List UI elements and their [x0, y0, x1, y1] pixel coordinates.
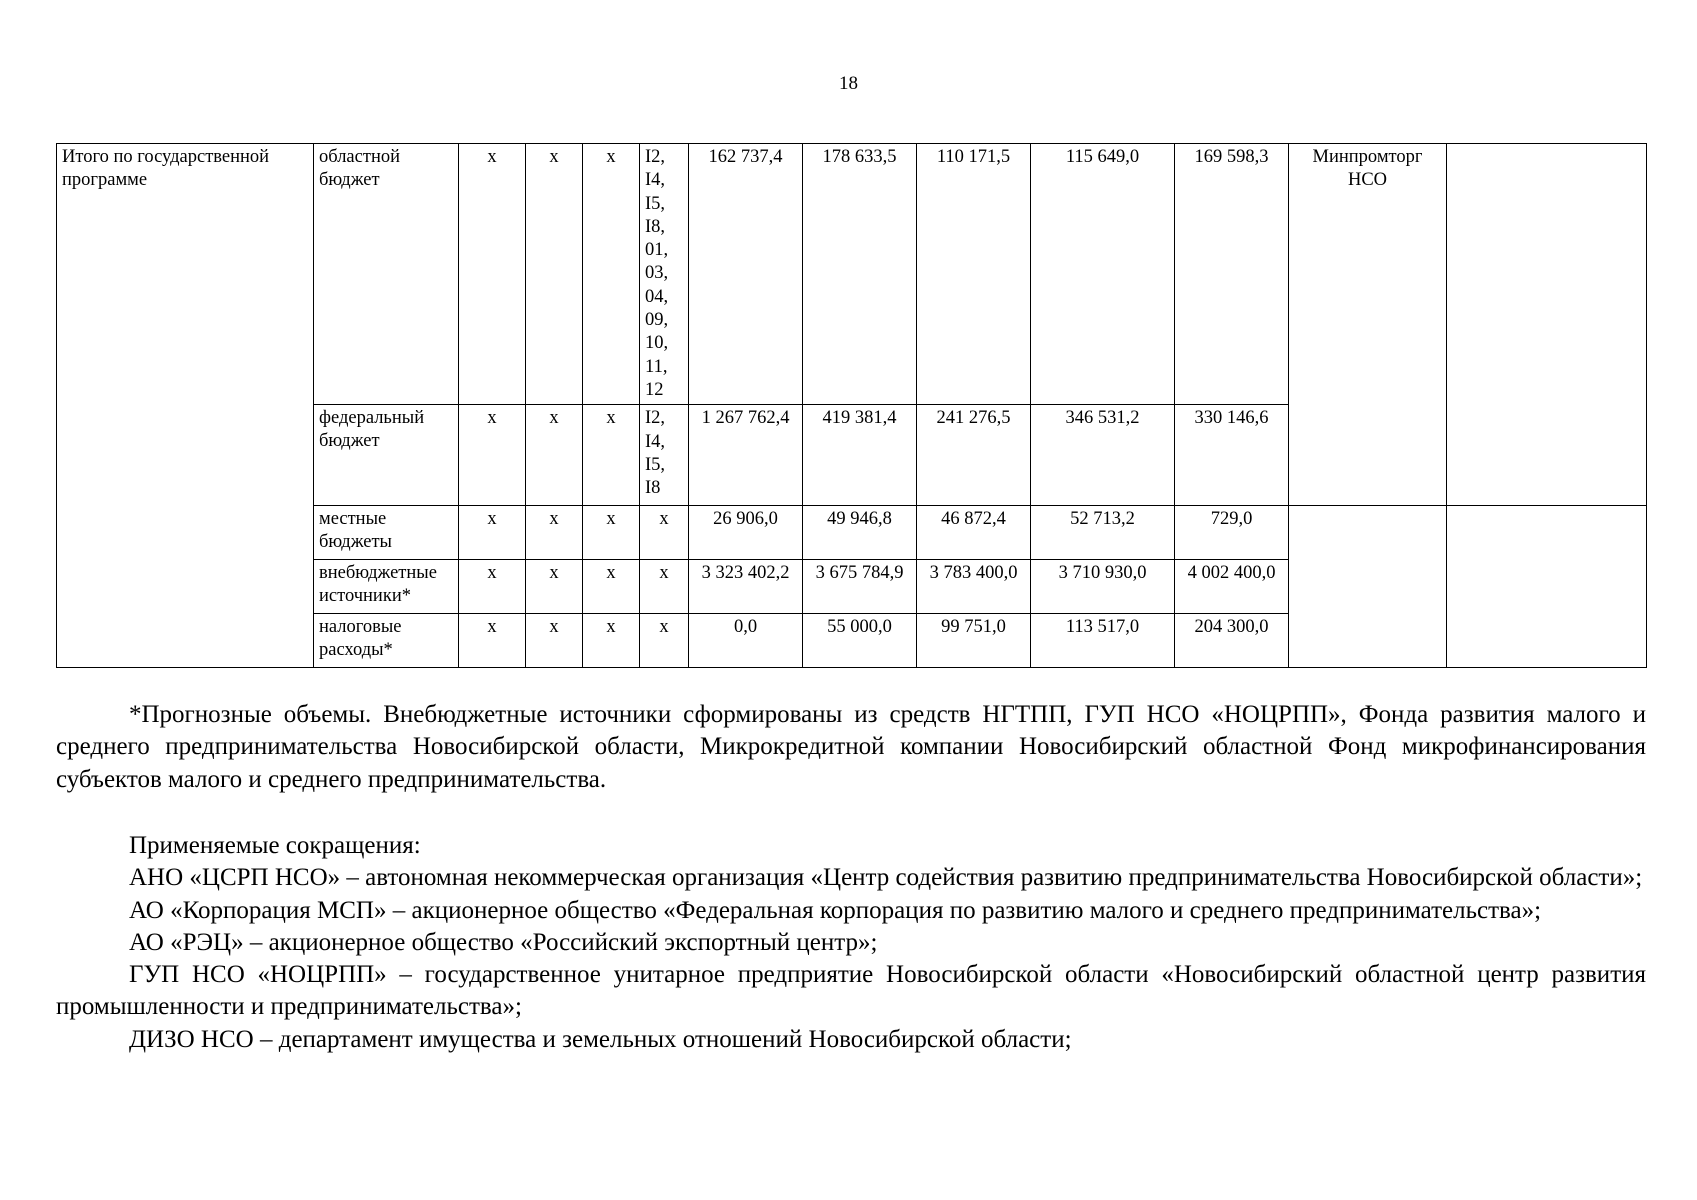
abbreviation-item: ГУП НСО «НОЦРПП» – государственное унитарное предприятие Новосибирской области «Новосибирский областной центр развития промышленности и предпринимательства»; — [56, 961, 1646, 1021]
value-cell: 204 300,0 — [1175, 614, 1289, 668]
empty-cell — [1447, 506, 1647, 668]
code: I4, — [645, 431, 666, 452]
code: I2, — [645, 147, 666, 167]
codes-cell: x — [640, 614, 689, 668]
funding-source: федеральный бюджет — [314, 405, 459, 506]
funding-source: областной бюджет — [314, 144, 459, 405]
value-cell: 346 531,2 — [1031, 405, 1175, 506]
value-cell: 178 633,5 — [803, 144, 917, 405]
value-cell: 1 267 762,4 — [689, 405, 803, 506]
mark-cell: x — [459, 560, 526, 614]
code: I5, — [645, 454, 666, 475]
value-cell: 3 323 402,2 — [689, 560, 803, 614]
value-cell: 26 906,0 — [689, 506, 803, 560]
mark-cell: x — [459, 614, 526, 668]
abbreviations-heading: Применяемые сокращения: — [129, 832, 421, 859]
code: 01, — [645, 240, 669, 261]
code: 10, — [645, 333, 669, 354]
abbreviation-item: АО «Корпорация МСП» – акционерное общество «Федеральная корпорация по развитию малого и среднего предпринимательства»; — [129, 896, 1542, 924]
value-cell: 110 171,5 — [917, 144, 1031, 405]
value-cell: 0,0 — [689, 614, 803, 668]
mark-cell: x — [526, 614, 583, 668]
value-cell: 3 710 930,0 — [1031, 560, 1175, 614]
mark-cell: x — [526, 506, 583, 560]
value-cell: 113 517,0 — [1031, 614, 1175, 668]
mark-cell: x — [583, 614, 640, 668]
funding-source: внебюджетные источники* — [314, 560, 459, 614]
abbreviations-block — [56, 830, 1646, 1056]
codes-cell — [640, 144, 689, 405]
footnote-block — [56, 699, 1646, 796]
code: I5, — [645, 193, 666, 214]
value-cell: 99 751,0 — [917, 614, 1031, 668]
codes-cell: x — [640, 506, 689, 560]
mark-cell: x — [526, 405, 583, 506]
code: 04, — [645, 286, 669, 307]
mark-cell: x — [583, 560, 640, 614]
mark-cell: x — [583, 405, 640, 506]
code: 11, — [645, 356, 668, 377]
codes-cell — [640, 405, 689, 506]
value-cell: 241 276,5 — [917, 405, 1031, 506]
mark-cell: x — [583, 506, 640, 560]
value-cell: 729,0 — [1175, 506, 1289, 560]
footnote-text: *Прогнозные объемы. Внебюджетные источники сформированы из средств НГТПП, ГУП НСО «НОЦРПП», Фонда развития малого и среднего предпринимательства Новосибирской области, Микрокредитной компании Новосибирский областной Фонд микрофинансирования субъектов малого и среднего предпринимательства. — [56, 701, 1646, 793]
code: I8, — [645, 216, 666, 237]
codes-cell: x — [640, 560, 689, 614]
value-cell: 49 946,8 — [803, 506, 917, 560]
table-row — [57, 144, 1647, 405]
value-cell: 4 002 400,0 — [1175, 560, 1289, 614]
abbreviation-item: ДИЗО НСО – департамент имущества и земельных отношений Новосибирской области; — [129, 1025, 1072, 1053]
value-cell: 3 783 400,0 — [917, 560, 1031, 614]
value-cell: 52 713,2 — [1031, 506, 1175, 560]
value-cell: 169 598,3 — [1175, 144, 1289, 405]
mark-cell: x — [459, 405, 526, 506]
funding-table — [56, 143, 1647, 668]
value-cell: 162 737,4 — [689, 144, 803, 405]
value-cell: 115 649,0 — [1031, 144, 1175, 405]
code: I2, — [645, 408, 666, 429]
mark-cell: x — [583, 144, 640, 405]
mark-cell: x — [526, 144, 583, 405]
empty-cell — [1447, 144, 1647, 506]
value-cell: 3 675 784,9 — [803, 560, 917, 614]
code: 09, — [645, 310, 669, 331]
code: I8 — [645, 478, 661, 499]
funding-source: местные бюджеты — [314, 506, 459, 560]
code: I4, — [645, 170, 666, 191]
abbreviation-item: АО «РЭЦ» – акционерное общество «Российский экспортный центр»; — [129, 928, 878, 956]
funding-source: налоговые расходы* — [314, 614, 459, 668]
code: 12 — [645, 379, 664, 400]
program-total-label: Итого по государственной программе — [57, 144, 314, 668]
code: 03, — [645, 263, 669, 284]
mark-cell: x — [526, 560, 583, 614]
value-cell: 55 000,0 — [803, 614, 917, 668]
value-cell: 330 146,6 — [1175, 405, 1289, 506]
value-cell: 46 872,4 — [917, 506, 1031, 560]
empty-cell — [1289, 506, 1447, 668]
mark-cell: x — [459, 506, 526, 560]
value-cell: 419 381,4 — [803, 405, 917, 506]
abbreviation-item: АНО «ЦСРП НСО» – автономная некоммерческая организация «Центр содействия развитию предпринимательства Новосибирской области»; — [129, 864, 1643, 892]
mark-cell: x — [459, 144, 526, 405]
responsible-executor: Минпромторг НСО — [1289, 144, 1447, 506]
page-number: 18 — [839, 73, 858, 94]
